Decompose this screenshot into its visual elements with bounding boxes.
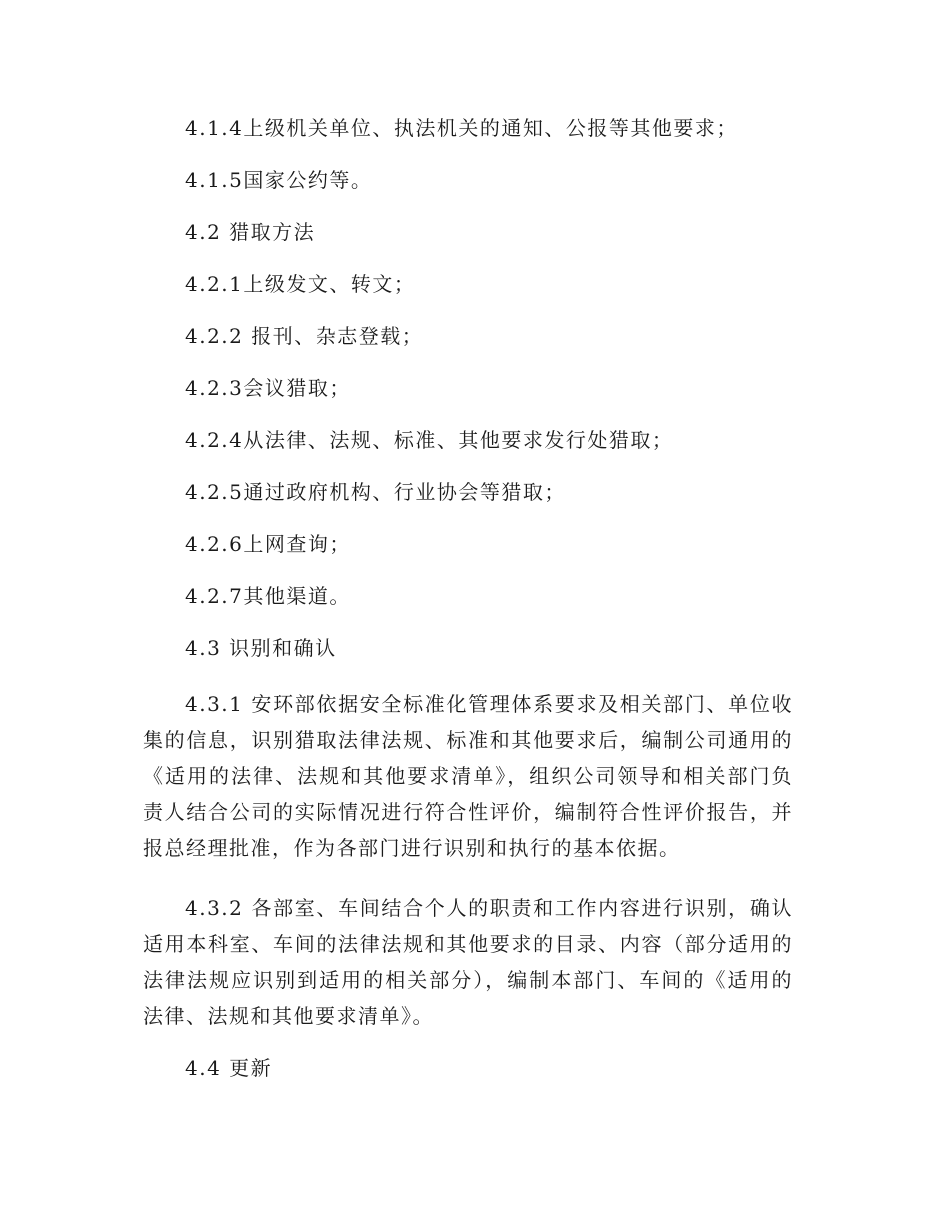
clause-4-1-4: 4.1.4上级机关单位、执法机关的通知、公报等其他要求；	[185, 116, 738, 140]
clause-4-2-3: 4.2.3会议猎取；	[185, 376, 351, 400]
paragraph-4-3-2: 4.3.2 各部室、车间结合个人的职责和工作内容进行识别，确认适用本科室、车间的法律法规和其他要求的目录、内容（部分适用的法律法规应识别到适用的相关部分），编制本部门、车间的《适用的法律、法规和其他要求清单》。	[143, 896, 793, 1028]
section-heading-4-4: 4.4 更新	[185, 1056, 273, 1080]
section-heading-4-2: 4.2 猎取方法	[185, 220, 316, 244]
clause-4-2-5: 4.2.5通过政府机构、行业协会等猎取；	[185, 480, 566, 504]
paragraph-4-3-1: 4.3.1 安环部依据安全标准化管理体系要求及相关部门、单位收集的信息，识别猎取法律法规、标准和其他要求后，编制公司通用的《适用的法律、法规和其他要求清单》，组织公司领导和相关部门负责人结合公司的实际情况进行符合性评价，编制符合性评价报告，并报总经理批准，作为各部门进行识别和执行的基本依据。	[143, 692, 793, 860]
section-heading-4-3: 4.3 识别和确认	[185, 636, 337, 660]
clause-4-1-5: 4.1.5国家公约等。	[185, 168, 373, 192]
clause-4-2-2: 4.2.2 报刊、杂志登载；	[185, 324, 424, 348]
clause-4-2-1: 4.2.1上级发文、转文；	[185, 272, 416, 296]
clause-4-2-7: 4.2.7其他渠道。	[185, 584, 351, 608]
clause-4-2-4: 4.2.4从法律、法规、标准、其他要求发行处猎取；	[185, 428, 674, 452]
clause-4-2-6: 4.2.6上网查询；	[185, 532, 351, 556]
